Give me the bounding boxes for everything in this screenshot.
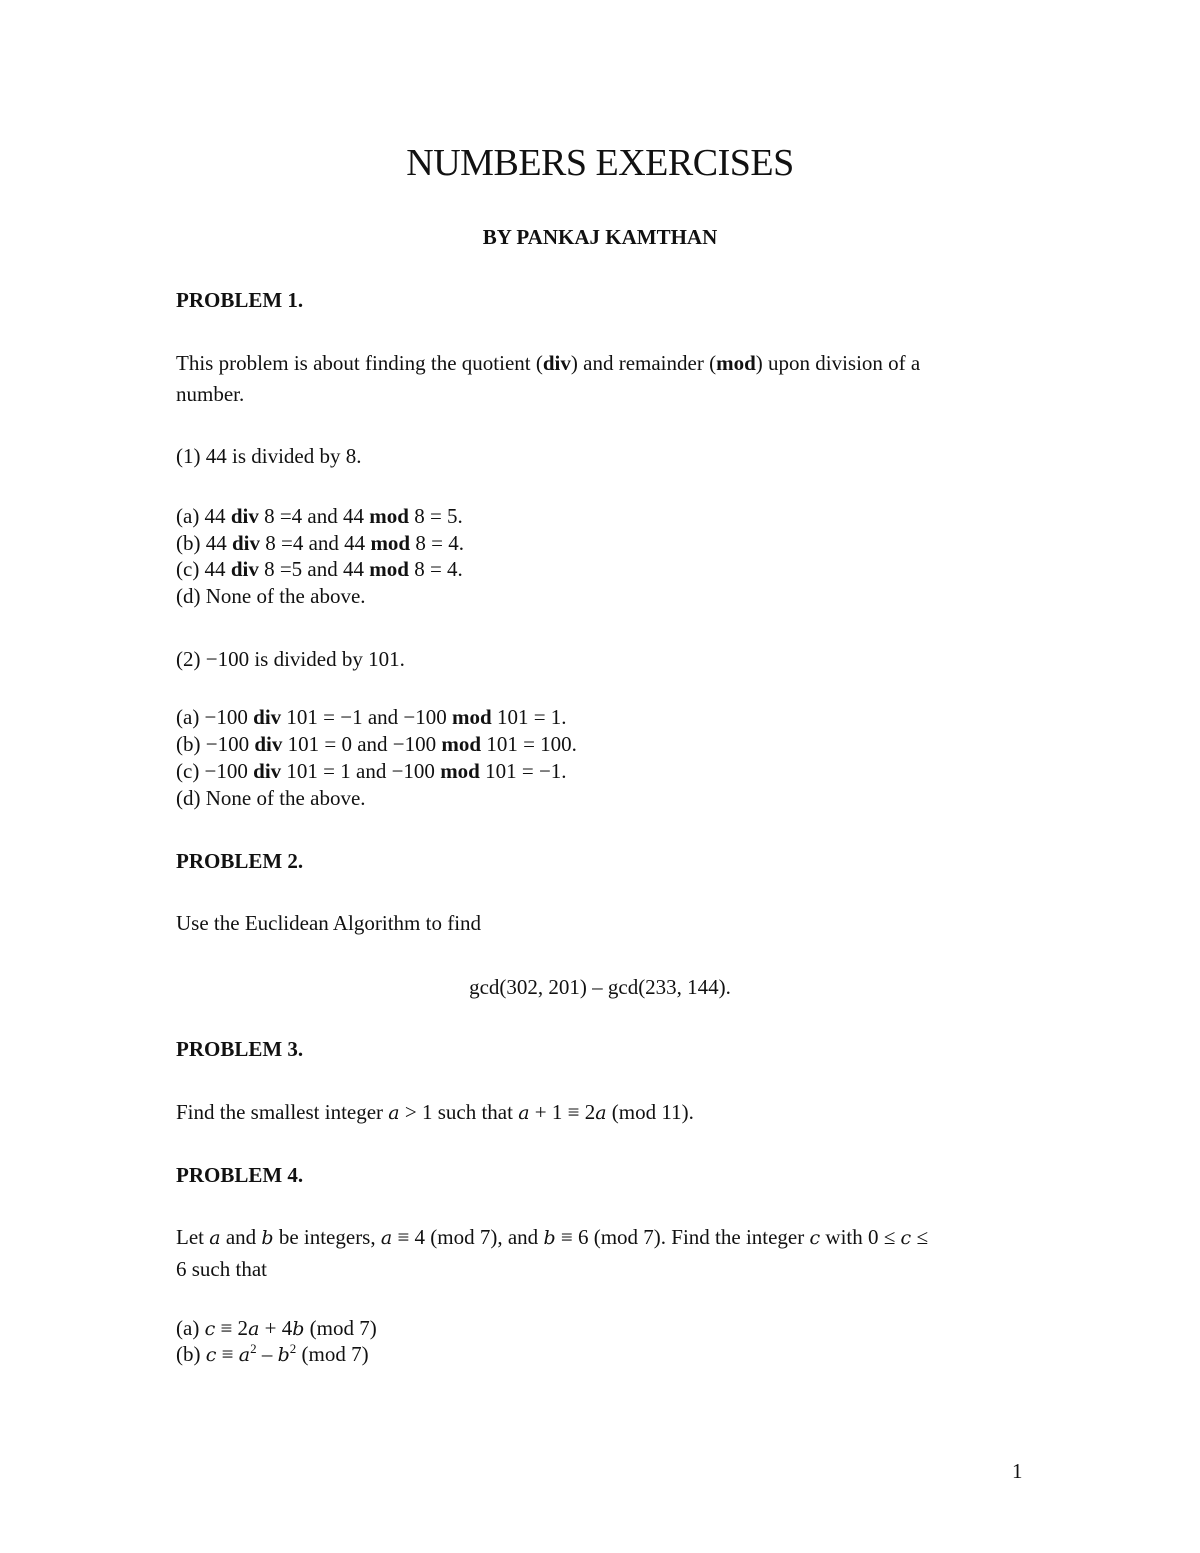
div-term: div — [253, 759, 282, 783]
exponent: 2 — [250, 1341, 257, 1356]
question-2-option-a — [176, 704, 567, 731]
variable-a: a — [238, 1344, 251, 1366]
text: 101 = 1 and −100 — [281, 759, 441, 783]
variable-a: a — [248, 1318, 260, 1340]
problem-4-text-line-2: 6 such that — [176, 1257, 267, 1281]
problem-1-intro-line-2: number. — [176, 382, 245, 406]
problem-4-option-b — [176, 1341, 369, 1369]
variable-a: a — [518, 1102, 530, 1124]
text: (mod 7) — [304, 1316, 377, 1340]
div-term: div — [230, 504, 259, 528]
mod-term: mod — [716, 351, 756, 375]
text: 8 = 4. — [408, 557, 463, 581]
text: (b) 44 — [176, 531, 232, 555]
text: ≡ 4 (mod 7), and — [392, 1225, 544, 1249]
text: (a) −100 — [176, 705, 254, 729]
variable-c: c — [205, 1344, 217, 1366]
text: 101 = 1. — [491, 705, 567, 729]
page-number: 1 — [1012, 1459, 1023, 1483]
question-1-prompt: (1) 44 is divided by 8. — [176, 444, 362, 468]
div-term: div — [230, 557, 259, 581]
text: (b) — [176, 1342, 206, 1366]
text: (c) 44 — [176, 557, 231, 581]
text: (mod 7) — [296, 1342, 369, 1366]
problem-3-heading: PROBLEM 3. — [176, 1037, 304, 1061]
div-term: div — [253, 705, 282, 729]
text: (a) — [176, 1316, 205, 1340]
variable-c: c — [900, 1227, 912, 1249]
exponent: 2 — [289, 1341, 297, 1356]
text: – — [256, 1342, 278, 1366]
text: 101 = 100. — [481, 732, 577, 756]
question-2-option-d: (d) None of the above. — [176, 786, 366, 810]
text: > 1 such that — [399, 1100, 519, 1124]
problem-2-formula: gcd(302, 201) – gcd(233, 144). — [469, 975, 731, 999]
problem-3-text — [176, 1099, 694, 1127]
question-1-option-c — [176, 556, 463, 583]
variable-a: a — [380, 1227, 393, 1249]
text: 8 =4 and 44 — [260, 531, 371, 555]
text: 8 = 5. — [408, 504, 463, 528]
text: 101 = 0 and −100 — [282, 732, 442, 756]
variable-a: a — [388, 1102, 400, 1124]
question-2-option-c — [176, 758, 567, 785]
text: ≤ — [911, 1225, 928, 1249]
problem-4-text-line-1 — [176, 1224, 928, 1252]
text: 101 = −1. — [479, 759, 567, 783]
text: + 4 — [259, 1316, 293, 1340]
text: be integers, — [273, 1225, 381, 1249]
text: and — [220, 1225, 262, 1249]
mod-term: mod — [369, 557, 409, 581]
mod-term: mod — [369, 504, 409, 528]
text: ) upon division of a — [755, 351, 921, 375]
variable-c: c — [809, 1227, 821, 1249]
problem-2-text: Use the Euclidean Algorithm to find — [176, 911, 482, 935]
text: 8 = 4. — [410, 531, 464, 555]
text: + 1 ≡ 2 — [529, 1100, 596, 1124]
text: ≡ 6 (mod 7). Find the integer — [555, 1225, 810, 1249]
text: ≡ — [216, 1342, 239, 1366]
problem-2-heading: PROBLEM 2. — [176, 849, 304, 873]
mod-term: mod — [440, 759, 480, 783]
variable-a: a — [595, 1102, 607, 1124]
text: This problem is about finding the quotient ( — [176, 351, 543, 375]
variable-b: b — [277, 1344, 290, 1366]
text: ≡ 2 — [215, 1316, 249, 1340]
text: (c) −100 — [176, 759, 254, 783]
text: ) and remainder ( — [570, 351, 717, 375]
variable-b: b — [543, 1227, 556, 1249]
mod-term: mod — [441, 732, 482, 756]
question-1-option-a — [176, 503, 463, 530]
variable-a: a — [209, 1227, 221, 1249]
variable-b: b — [261, 1227, 274, 1249]
question-2-option-b — [176, 731, 577, 758]
question-1-option-d: (d) None of the above. — [176, 584, 366, 608]
document-title: NUMBERS EXERCISES — [406, 142, 794, 184]
mod-term: mod — [370, 531, 411, 555]
problem-4-option-a — [176, 1315, 377, 1343]
text: (a) 44 — [176, 504, 231, 528]
div-term: div — [542, 351, 571, 375]
question-2-prompt: (2) −100 is divided by 101. — [176, 647, 405, 671]
mod-term: mod — [452, 705, 492, 729]
problem-1-intro-line-1 — [176, 350, 920, 377]
text: 8 =4 and 44 — [258, 504, 370, 528]
text: (mod 11). — [606, 1100, 694, 1124]
div-term: div — [232, 531, 261, 555]
problem-1-heading: PROBLEM 1. — [176, 288, 304, 312]
text: (b) −100 — [176, 732, 255, 756]
document-author: BY PANKAJ KAMTHAN — [482, 225, 718, 249]
question-1-option-b — [176, 530, 464, 557]
div-term: div — [254, 732, 283, 756]
text: 8 =5 and 44 — [258, 557, 370, 581]
text: 101 = −1 and −100 — [281, 705, 453, 729]
problem-4-heading: PROBLEM 4. — [176, 1163, 304, 1187]
variable-c: c — [204, 1318, 216, 1340]
variable-b: b — [292, 1318, 305, 1340]
text: with 0 ≤ — [820, 1225, 901, 1249]
text: Let — [176, 1225, 210, 1249]
text: Find the smallest integer — [176, 1100, 389, 1124]
